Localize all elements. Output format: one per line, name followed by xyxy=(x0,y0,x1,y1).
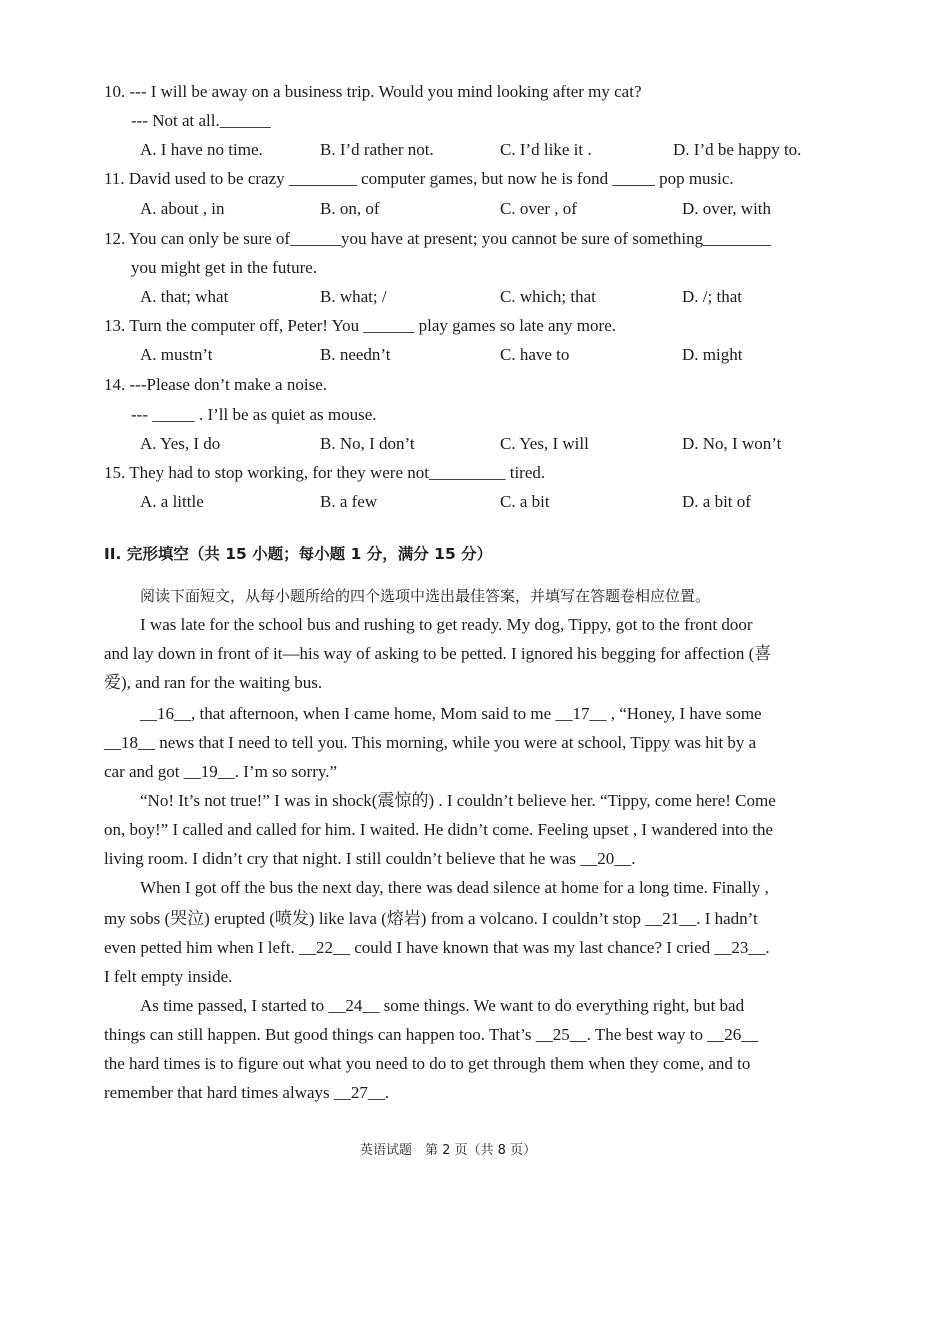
question-12-stem-line-2: you might get in the future. xyxy=(131,258,318,277)
passage-line-16: the hard times is to figure out what you need to do to get through them when they come, and to xyxy=(104,1054,751,1073)
question-11-option-b: B. on, of xyxy=(320,199,380,218)
passage-line-12: even petted him when I left. __22__ could I have known that was my last chance? I cried __23__. xyxy=(104,938,770,957)
passage-line-9: living room. I didn’t cry that night. I still couldn’t believe that he was __20__. xyxy=(104,849,636,868)
page-footer: 英语试题 第 2 页（共 8 页） xyxy=(360,1143,537,1158)
question-15-option-d: D. a bit of xyxy=(682,492,751,511)
question-14-option-b: B. No, I don’t xyxy=(320,434,415,453)
passage-line-11: my sobs (哭泣) erupted (喷发) like lava (熔岩) from a volcano. I couldn’t stop __21__. I hadn’t xyxy=(104,909,758,928)
question-10-stem-line-2: --- Not at all.______ xyxy=(131,111,271,130)
question-11-stem: 11. David used to be crazy ________ computer games, but now he is fond _____ pop music. xyxy=(104,169,734,188)
passage-line-1: I was late for the school bus and rushing to get ready. My dog, Tippy, got to the front door xyxy=(140,615,753,634)
question-13-option-a: A. mustn’t xyxy=(140,345,213,364)
passage-line-6: car and got __19__. I’m so sorry.” xyxy=(104,762,338,781)
passage-line-10: When I got off the bus the next day, there was dead silence at home for a long time. Finally , xyxy=(140,878,769,897)
question-14-option-a: A. Yes, I do xyxy=(140,434,221,453)
passage-line-15: things can still happen. But good things can happen too. That’s __25__. The best way to __26__ xyxy=(104,1025,759,1044)
passage-line-8: on, boy!” I called and called for him. I waited. He didn’t come. Feeling upset , I wandered into the xyxy=(104,820,774,839)
question-12-option-b: B. what; / xyxy=(320,287,387,306)
question-15-option-c: C. a bit xyxy=(500,492,550,511)
question-15-option-b: B. a few xyxy=(320,492,378,511)
question-10-option-c: C. I’d like it . xyxy=(500,140,592,159)
passage-line-17: remember that hard times always __27__. xyxy=(104,1083,390,1102)
passage-line-2: and lay down in front of it—his way of asking to be petted. I ignored his begging for affection (喜 xyxy=(104,644,772,663)
passage-line-13: I felt empty inside. xyxy=(104,967,233,986)
question-14-stem-line-2: --- _____ . I’ll be as quiet as mouse. xyxy=(131,405,377,424)
question-12-option-d: D. /; that xyxy=(682,287,742,306)
question-15-option-a: A. a little xyxy=(140,492,204,511)
question-14-option-d: D. No, I won’t xyxy=(682,434,782,453)
question-11-option-c: C. over , of xyxy=(500,199,577,218)
passage-line-4: __16__, that afternoon, when I came home, Mom said to me __17__ , “Honey, I have some xyxy=(140,704,762,723)
passage-line-5: __18__ news that I need to tell you. This morning, while you were at school, Tippy was hit by a xyxy=(104,733,757,752)
question-12-option-a: A. that; what xyxy=(140,287,229,306)
question-12-option-c: C. which; that xyxy=(500,287,596,306)
question-13-stem: 13. Turn the computer off, Peter! You ______ play games so late any more. xyxy=(104,316,616,335)
passage-line-14: As time passed, I started to __24__ some things. We want to do everything right, but bad xyxy=(140,996,745,1015)
section-2-instruction: 阅读下面短文，从每小题所给的四个选项中选出最佳答案，并填写在答题卷相应位置。 xyxy=(140,587,711,605)
question-14-stem-line-1: 14. ---Please don’t make a noise. xyxy=(104,375,327,394)
question-14-option-c: C. Yes, I will xyxy=(500,434,589,453)
section-2-title: II. 完形填空（共 15 小题；每小题 1 分，满分 15 分） xyxy=(104,545,493,563)
question-10-stem-line-1: 10. --- I will be away on a business trip. Would you mind looking after my cat? xyxy=(104,82,642,101)
question-10-option-b: B. I’d rather not. xyxy=(320,140,434,159)
question-10-option-a: A. I have no time. xyxy=(140,140,263,159)
passage-line-3: 爱), and ran for the waiting bus. xyxy=(104,673,323,692)
question-13-option-b: B. needn’t xyxy=(320,345,391,364)
question-13-option-d: D. might xyxy=(682,345,743,364)
passage-line-7: “No! It’s not true!” I was in shock(震惊的) . I couldn’t believe her. “Tippy, come here! Come xyxy=(140,791,776,810)
question-11-option-d: D. over, with xyxy=(682,199,772,218)
question-13-option-c: C. have to xyxy=(500,345,570,364)
question-15-stem: 15. They had to stop working, for they were not_________ tired. xyxy=(104,463,546,482)
question-12-stem-line-1: 12. You can only be sure of______you have at present; you cannot be sure of something________ xyxy=(104,229,772,248)
question-11-option-a: A. about , in xyxy=(140,199,225,218)
question-10-option-d: D. I’d be happy to. xyxy=(673,140,802,159)
